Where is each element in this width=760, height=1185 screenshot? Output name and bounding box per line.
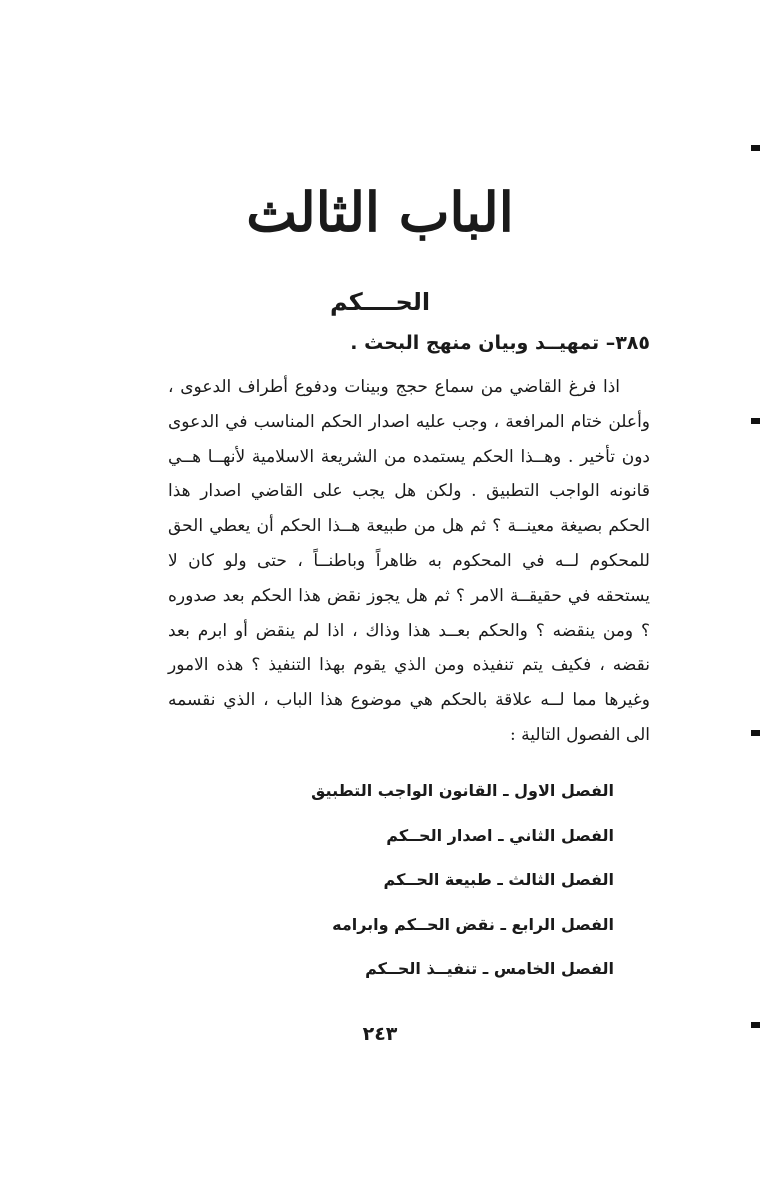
body-paragraph <box>168 370 650 753</box>
scan-edge-mark <box>751 1022 760 1028</box>
chapters-list <box>311 776 614 999</box>
chapters-list-item: الفصل الثالث ـ طبيعة الحــكم <box>383 870 614 889</box>
section-heading: ٣٨٥– تمهيــد وبيان منهج البحث . <box>350 332 650 354</box>
chapter-subject: الحــــكم <box>329 288 431 316</box>
scan-edge-mark <box>751 730 760 736</box>
scan-edge-mark <box>751 418 760 424</box>
body-paragraph-text: اذا فرغ القاضي من سماع حجج وبينات ودفوع أطراف الدعوى ، وأعلن ختام المرافعة ، وجب عليه اصدار الحكم المناسب في الدعوى دون تأخير . وهــذا الحكم يستمده من الشريعة الاسلامية لأنهــا هــي قانونه الواجب التطبيق . ولكن هل يجب على القاضي اصدار هذا الحكم بصيغة معينــة ؟ ثم هل من طبيعة هــذا الحكم أن يعطي الحق للمحكوم لــه في المحكوم به ظاهراً وباطنــاً ، حتى ولو كان لا يستحقه في حقيقــة الامر ؟ ثم هل يجوز نقض هذا الحكم بعد صدوره ؟ ومن ينقضه ؟ والحكم بعــد هذا وذاك ، اذا لم ينقض أو ابرم بعد نقضه ، فكيف يتم تنفيذه ومن الذي يقوم بهذا التنفيذ ؟ هذه الامور وغيرها مما لــه علاقة بالحكم هي موضوع هذا الباب ، الذي نقسمه الى الفصول التالية : <box>168 377 651 745</box>
chapters-list-item: الفصل الثاني ـ اصدار الحــكم <box>386 825 614 845</box>
page-number: ٢٤٣ <box>362 1023 398 1045</box>
chapter-title: الباب الثالث <box>246 180 514 244</box>
chapters-list-item: الفصل الرابع ـ نقض الحــكم وابرامه <box>332 914 614 934</box>
chapters-list-item: الفصل الخامس ـ تنفيــذ الحــكم <box>365 959 614 978</box>
scan-edge-mark <box>751 145 760 151</box>
chapters-list-item: الفصل الاول ـ القانون الواجب التطبيق <box>311 781 614 800</box>
